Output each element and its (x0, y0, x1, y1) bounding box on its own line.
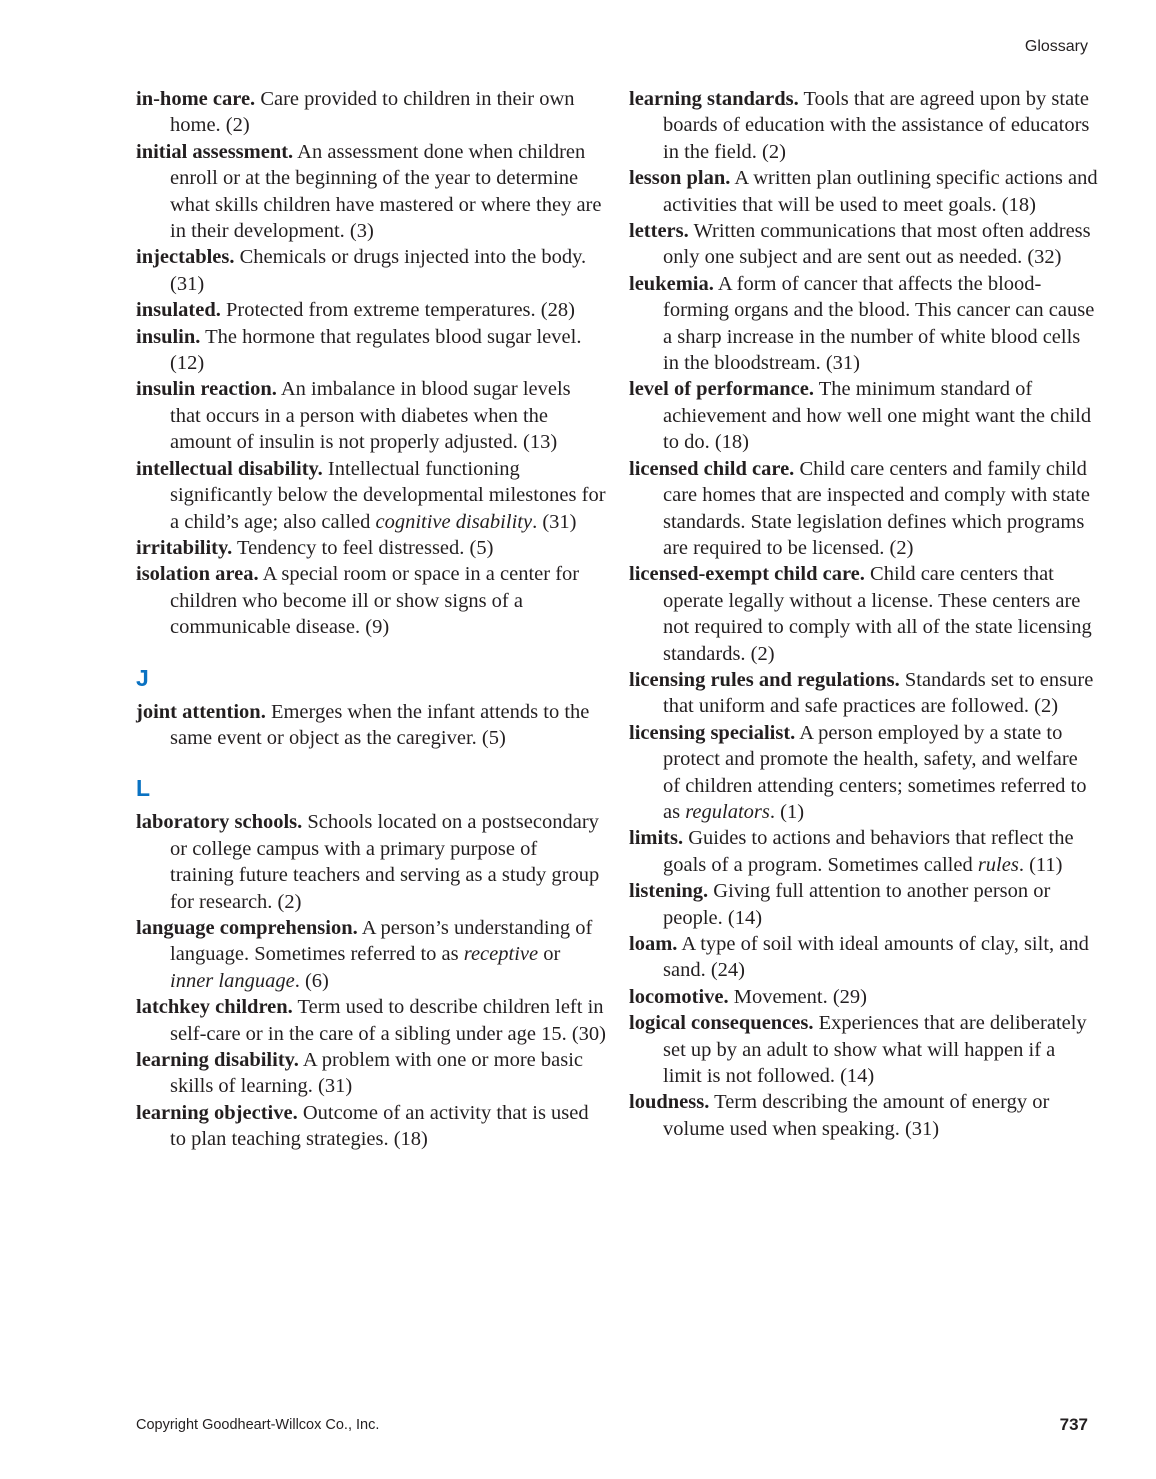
glossary-entry (629, 165, 1099, 218)
entry-term: learning disability. (136, 1049, 299, 1071)
entry-term: learning standards. (629, 88, 799, 110)
entry-definition: Standards set to ensure that uniform and safe practices are followed. (2) (663, 668, 1094, 718)
entry-term: loam. (629, 933, 678, 955)
entry-term: isolation area. (136, 563, 259, 586)
entry-term: listening. (629, 880, 709, 903)
glossary-entry (629, 720, 1099, 826)
entry-term: limits. (629, 827, 684, 850)
entry-definition-end: . (6) (294, 969, 329, 992)
entry-definition: Tools that are agreed upon by state boards of education with the assistance of educators in the field. (2) (663, 88, 1090, 163)
entry-definition: Protected from extreme temperatures. (28) (220, 299, 575, 322)
entry-italic: regulators (685, 800, 770, 823)
entry-term: insulated. (136, 299, 221, 322)
entry-definition-end: . (31) (532, 510, 577, 533)
entry-definition: Emerges when the infant attends to the same event or object as the caregiver. (5) (170, 700, 590, 749)
entry-italic: inner language (170, 969, 295, 992)
entry-term: licensed-exempt child care. (629, 563, 865, 586)
entry-definition: Chemicals or drugs injected into the body. (31) (170, 246, 587, 295)
entry-term: loudness. (629, 1091, 710, 1114)
glossary-entry (136, 1100, 606, 1153)
entry-term: leukemia. (629, 272, 714, 295)
glossary-entry (136, 297, 606, 323)
glossary-entry (136, 244, 606, 297)
glossary-entry (629, 667, 1099, 720)
glossary-entry (629, 271, 1099, 377)
glossary-entry (136, 1047, 606, 1100)
entry-term: licensed child care. (629, 457, 795, 480)
entry-definition: Care provided to children in their own home. (2) (170, 88, 575, 137)
entry-term: learning objective. (136, 1101, 298, 1124)
glossary-entry (136, 561, 606, 640)
entry-definition: Movement. (29) (728, 985, 867, 1008)
entry-italic: receptive (463, 943, 539, 966)
glossary-entry (136, 86, 606, 139)
entry-term: insulin reaction. (136, 378, 277, 401)
entry-term: letters. (629, 220, 689, 243)
glossary-entry (629, 878, 1099, 931)
entry-italic: cognitive disability (375, 510, 533, 533)
glossary-entry (136, 139, 606, 245)
entry-term: initial assessment. (136, 140, 294, 163)
entry-definition: Giving full attention to another person or people. (14) (663, 880, 1051, 929)
running-head: Glossary (1024, 38, 1088, 55)
entry-term: locomotive. (629, 985, 729, 1008)
glossary-entry (136, 809, 606, 915)
entry-term: intellectual disability. (136, 457, 323, 480)
entry-definition-end: . (11) (1018, 853, 1063, 876)
left-column (136, 86, 606, 1153)
entry-definition: Term describing the amount of energy or volume used when speaking. (31) (663, 1091, 1050, 1140)
entry-definition: Guides to actions and behaviors that reflect the goals of a program. Sometimes called (663, 827, 1074, 876)
entry-definition: An assessment done when children enroll or at the beginning of the year to determine what skills children have mastered or where they are in their development. (3) (170, 140, 602, 243)
entry-term: laboratory schools. (136, 811, 303, 834)
entry-definition: Child care centers and family child care homes that are inspected and comply with state standards. State legislation defines which programs are required to be licensed. (2) (663, 457, 1090, 559)
entry-definition: Experiences that are deliberately set up by an adult to show what will happen if a limit is not followed. (14) (663, 1012, 1087, 1088)
copyright-notice: Copyright Goodheart-Willcox Co., Inc. (136, 1417, 380, 1433)
entry-definition: Tendency to feel distressed. (5) (232, 536, 494, 559)
glossary-entry (629, 218, 1099, 271)
entry-definition: A written plan outlining specific actions and activities that will be used to meet goals. (18) (663, 167, 1098, 216)
entry-italic: rules (977, 853, 1019, 876)
entry-term: latchkey children. (136, 996, 293, 1019)
entry-term: in-home care. (136, 88, 256, 110)
entry-term: licensing rules and regulations. (629, 668, 900, 691)
glossary-entry (136, 324, 606, 377)
entry-term: lesson plan. (629, 167, 731, 190)
entry-definition: An imbalance in blood sugar levels that occurs in a person with diabetes when the amount of insulin is not properly adjusted. (13) (170, 378, 571, 454)
entries-i (136, 86, 606, 641)
entry-term: insulin. (136, 325, 201, 348)
entry-term: irritability. (136, 536, 233, 559)
entry-term: level of performance. (629, 378, 814, 401)
entry-definition: A problem with one or more basic skills of learning. (31) (170, 1049, 584, 1098)
entry-term: injectables. (136, 246, 235, 269)
entry-definition: A form of cancer that affects the blood-forming organs and the blood. This cancer can cause a sharp increase in the number of white blood cells in the bloodstream. (31) (663, 272, 1095, 375)
entry-definition-mid: or (538, 943, 561, 966)
entry-definition: Term used to describe children left in self-care or in the care of a sibling under age 15. (30) (170, 996, 607, 1045)
entry-definition-end: . (1) (769, 800, 805, 823)
glossary-entry (136, 535, 606, 561)
glossary-entry (136, 994, 606, 1047)
entries-l (136, 809, 606, 1152)
glossary-entry (136, 699, 606, 752)
entry-definition: A special room or space in a center for children who become ill or show signs of a communicable disease. (9) (170, 563, 580, 639)
entry-definition: A person’s understanding of language. Sometimes referred to as (170, 916, 593, 966)
entry-definition: Schools located on a postsecondary or college campus with a primary purpose of training future teachers and serving as a study group for research. (2) (170, 811, 600, 913)
glossary-entry (136, 456, 606, 535)
glossary-entry (629, 561, 1099, 667)
entry-definition: The hormone that regulates blood sugar level. (12) (170, 325, 582, 375)
right-column (629, 86, 1099, 1142)
glossary-entry (629, 1089, 1099, 1142)
glossary-entry (629, 1010, 1099, 1089)
glossary-entry (629, 984, 1099, 1010)
entry-definition: The minimum standard of achievement and how well one might want the child to do. (18) (663, 378, 1092, 454)
entry-definition: Written communications that most often address only one subject and are sent out as needed. (32) (663, 220, 1091, 269)
entry-term: language comprehension. (136, 916, 358, 939)
entry-definition: A person employed by a state to protect and promote the health, safety, and welfare of children attending centers; sometimes referred to as (663, 721, 1087, 823)
entries-j (136, 699, 606, 752)
glossary-entry (136, 376, 606, 455)
glossary-entry (629, 376, 1099, 455)
glossary-entry (629, 456, 1099, 562)
glossary-entry (629, 86, 1099, 165)
entry-term: joint attention. (136, 700, 266, 723)
glossary-entry (629, 825, 1099, 878)
entry-definition: Outcome of an activity that is used to plan teaching strategies. (18) (170, 1101, 589, 1151)
section-letter-l: L (136, 775, 151, 802)
glossary-entry (629, 931, 1099, 984)
section-letter-j: J (136, 664, 149, 691)
entry-term: licensing specialist. (629, 721, 796, 744)
entry-definition: A type of soil with ideal amounts of clay, silt, and sand. (24) (663, 933, 1089, 982)
page-number: 737 (1059, 1415, 1088, 1434)
glossary-entry (136, 915, 606, 994)
entry-definition: Child care centers that operate legally without a license. These centers are not required to comply with all of the state licensing standards. (2) (663, 563, 1092, 665)
entry-term: logical consequences. (629, 1012, 814, 1035)
entry-definition: Intellectual functioning significantly below the developmental milestones for a child’s age; also called (170, 457, 606, 533)
